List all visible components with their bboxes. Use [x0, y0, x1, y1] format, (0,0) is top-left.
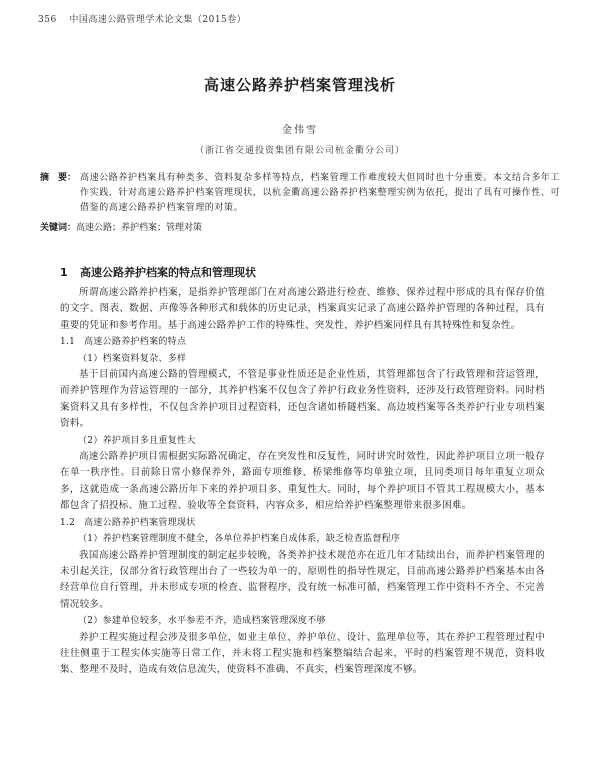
item-heading: （2）参建单位较多，水平参差不齐，造成档案管理深度不够 [78, 616, 326, 627]
author-affiliation: （浙江省交通投资集团有限公司杭金衢分公司） [194, 146, 405, 156]
section-title: 高速公路养护档案的特点和管理现状 [80, 266, 256, 279]
keywords-label: 关键词： [40, 223, 77, 233]
body-paragraph: 高速公路养护项目需根据实际路况确定，存在突发性和反复性，同时讲究时效性，因此养护项目立项一般存在单一秩序性。目前除日常小修保养外，路面专项维修、桥梁维修等均单独立项，且同类项目每年重复立项众多，这就造成一条高速公路历年下来的养护项目多、重复性大。同时，每个养护项目不管其工程规模大小，基本都包含了招投标、施工过程、验收等全套资料，内容众多，相应给养护档案整理带来很多困难。 [60, 451, 545, 512]
keywords-text: 高速公路；养护档案；管理对策 [76, 223, 203, 233]
journal-title: 中国高速公路管理学术论文集（2015卷） [69, 15, 247, 25]
abstract-text: 高速公路养护档案具有种类多、资料复杂多样等特点，档案管理工作难度较大但同时也十分重要。本文结合多年工作实践，针对高速公路养护档案管理现状，以杭金衢高速公路养护档案整理实例为依托，提出了具有可操作性、可借鉴的高速公路养护档案管理的对策。 [80, 173, 561, 213]
item-heading: （1）档案资料复杂、多样 [78, 353, 187, 364]
subsection-number: 1.2 [60, 517, 76, 528]
item-heading: （1）养护档案管理制度不健全，各单位养护档案自成体系，缺乏检查监督程序 [78, 534, 401, 545]
article-title: 高速公路养护档案管理浅析 [203, 76, 396, 94]
intro-paragraph: 所谓高速公路养护档案，是指养护管理部门在对高速公路进行检查、维修、保养过程中形成的具有保存价值的文字、图表、数据、声像等各种形式和载体的历史记录，档案真实记录了高速公路养护管理的各种过程，具有重要的凭证和参考作用。基于高速公路养护工作的特殊性、突发性，养护档案同样具有其特殊性和复杂性。 [60, 287, 545, 331]
body-paragraph: 基于目前国内高速公路的管理模式，不管是事业性质还是企业性质，其管理都包含了行政管理和营运管理，而养护管理作为营运管理的一部分，其养护档案不仅包含了养护行政业务性资料，还涉及行政管理资料。同时档案资料又具有多样性，不仅包含养护项目过程资料，还包含诸如桥隧档案、高边坡档案等各类养护行业专项档案资料。 [60, 369, 545, 430]
author-name: 金伟雪 [282, 125, 318, 136]
subsection-title: 高速公路养护档案的特点 [84, 337, 187, 348]
running-header [38, 12, 568, 25]
abstract-label: 摘 要： [40, 173, 77, 183]
item-heading: （2）养护项目多且重复性大 [78, 435, 196, 446]
subsection-number: 1.1 [60, 337, 76, 348]
subsection-heading [60, 515, 545, 531]
section-number: 1 [60, 266, 68, 279]
keywords [40, 221, 562, 235]
section-heading [60, 264, 256, 280]
abstract [40, 171, 562, 216]
subsection-title: 高速公路养护档案管理现状 [84, 517, 196, 528]
subsection-heading [60, 334, 545, 350]
body-paragraph: 养护工程实施过程会涉及很多单位，如业主单位、养护单位、设计、监理单位等，其在养护工程管理过程中往往侧重于工程实体实施等日常工作，并未将工程实施和档案整编结合起来，平时的档案管理不规范，资料收集、整理不及时，造成有效信息流失，使资料不准确、不真实，档案管理深度不够。 [60, 631, 545, 676]
body-paragraph: 我国高速公路养护管理制度的制定起步较晚，各类养护技术规范亦在近几年才陆续出台，而养护档案管理的未引起关注，仅部分省行政管理出台了一些较为单一的、原则性的指导性规定，目前高速公路养护档案基本由各经营单位自行管理，并未形成专项的检查、监督程序，没有统一标准可循，档案管理工作中资料不齐全、不完善情况较多。 [60, 549, 545, 610]
page-number: 356 [38, 15, 57, 25]
section-body [60, 285, 545, 679]
